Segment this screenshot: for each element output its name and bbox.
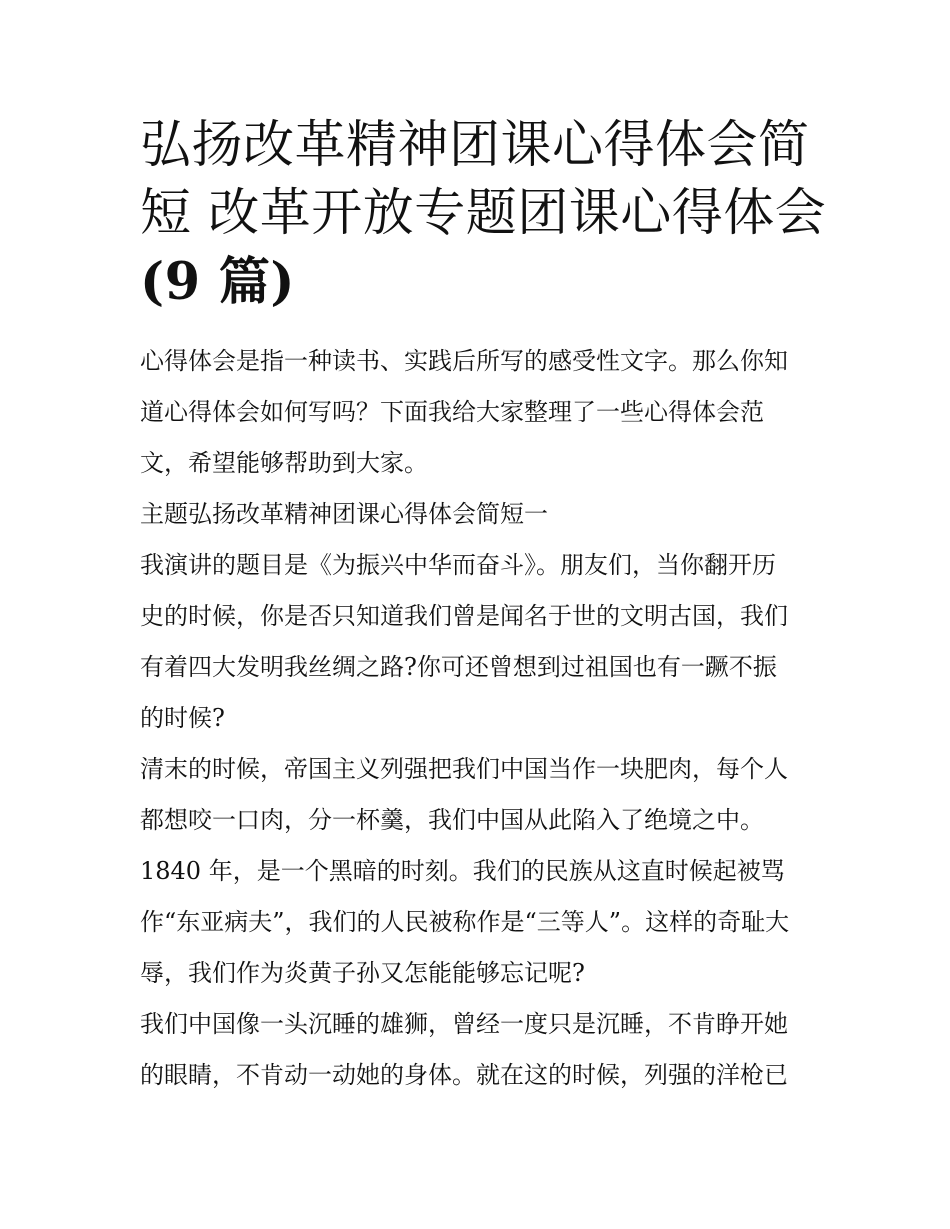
text-line: 我们中国像一头沉睡的雄狮，曾经一度只是沉睡，不肯睁开她 (140, 1010, 788, 1038)
title-line: (9 篇) (140, 252, 296, 312)
text-line: 1840 年，是一个黑暗的时刻。我们的民族从这直时候起被骂 (140, 857, 785, 885)
document-body (140, 336, 812, 1101)
text-line: 主题弘扬改革精神团课心得体会简短一 (140, 500, 548, 528)
body-paragraph (140, 999, 812, 1101)
body-paragraph (140, 744, 812, 999)
text-line: 清末的时候，帝国主义列强把我们中国当作一块肥肉，每个人 (140, 755, 788, 783)
text-line: 作“东亚病夫”，我们的人民被称作是“三等人”。这样的奇耻大 (140, 908, 790, 936)
text-line: 的眼睛，不肯动一动她的身体。就在这的时候，列强的洋枪已 (140, 1061, 788, 1089)
text-line: 史的时候，你是否只知道我们曾是闻名于世的文明古国，我们 (140, 602, 788, 630)
title-line: 弘扬改革精神团课心得体会简 (140, 116, 810, 175)
text-line: 辱，我们作为炎黄子孙又怎能能够忘记呢? (140, 959, 585, 987)
body-paragraph (140, 540, 812, 744)
document-content (140, 112, 827, 1101)
text-line: 道心得体会如何写吗？下面我给大家整理了一些心得体会范 (140, 398, 764, 426)
text-line: 都想咬一口肉，分一杯羹，我们中国从此陷入了绝境之中。 (140, 806, 764, 834)
title-line: 短 改革开放专题团课心得体会 (140, 184, 827, 243)
text-line: 心得体会是指一种读书、实践后所写的感受性文字。那么你知 (140, 347, 788, 375)
text-line: 文，希望能够帮助到大家。 (140, 449, 428, 477)
intro-paragraph (140, 336, 812, 489)
text-line: 有着四大发明我丝绸之路?你可还曾想到过祖国也有一蹶不振 (140, 653, 777, 681)
text-line: 的时候? (140, 704, 225, 732)
document-title (140, 112, 827, 316)
text-line: 我演讲的题目是《为振兴中华而奋斗》。朋友们，当你翻开历 (140, 551, 776, 579)
section-heading (140, 489, 812, 540)
